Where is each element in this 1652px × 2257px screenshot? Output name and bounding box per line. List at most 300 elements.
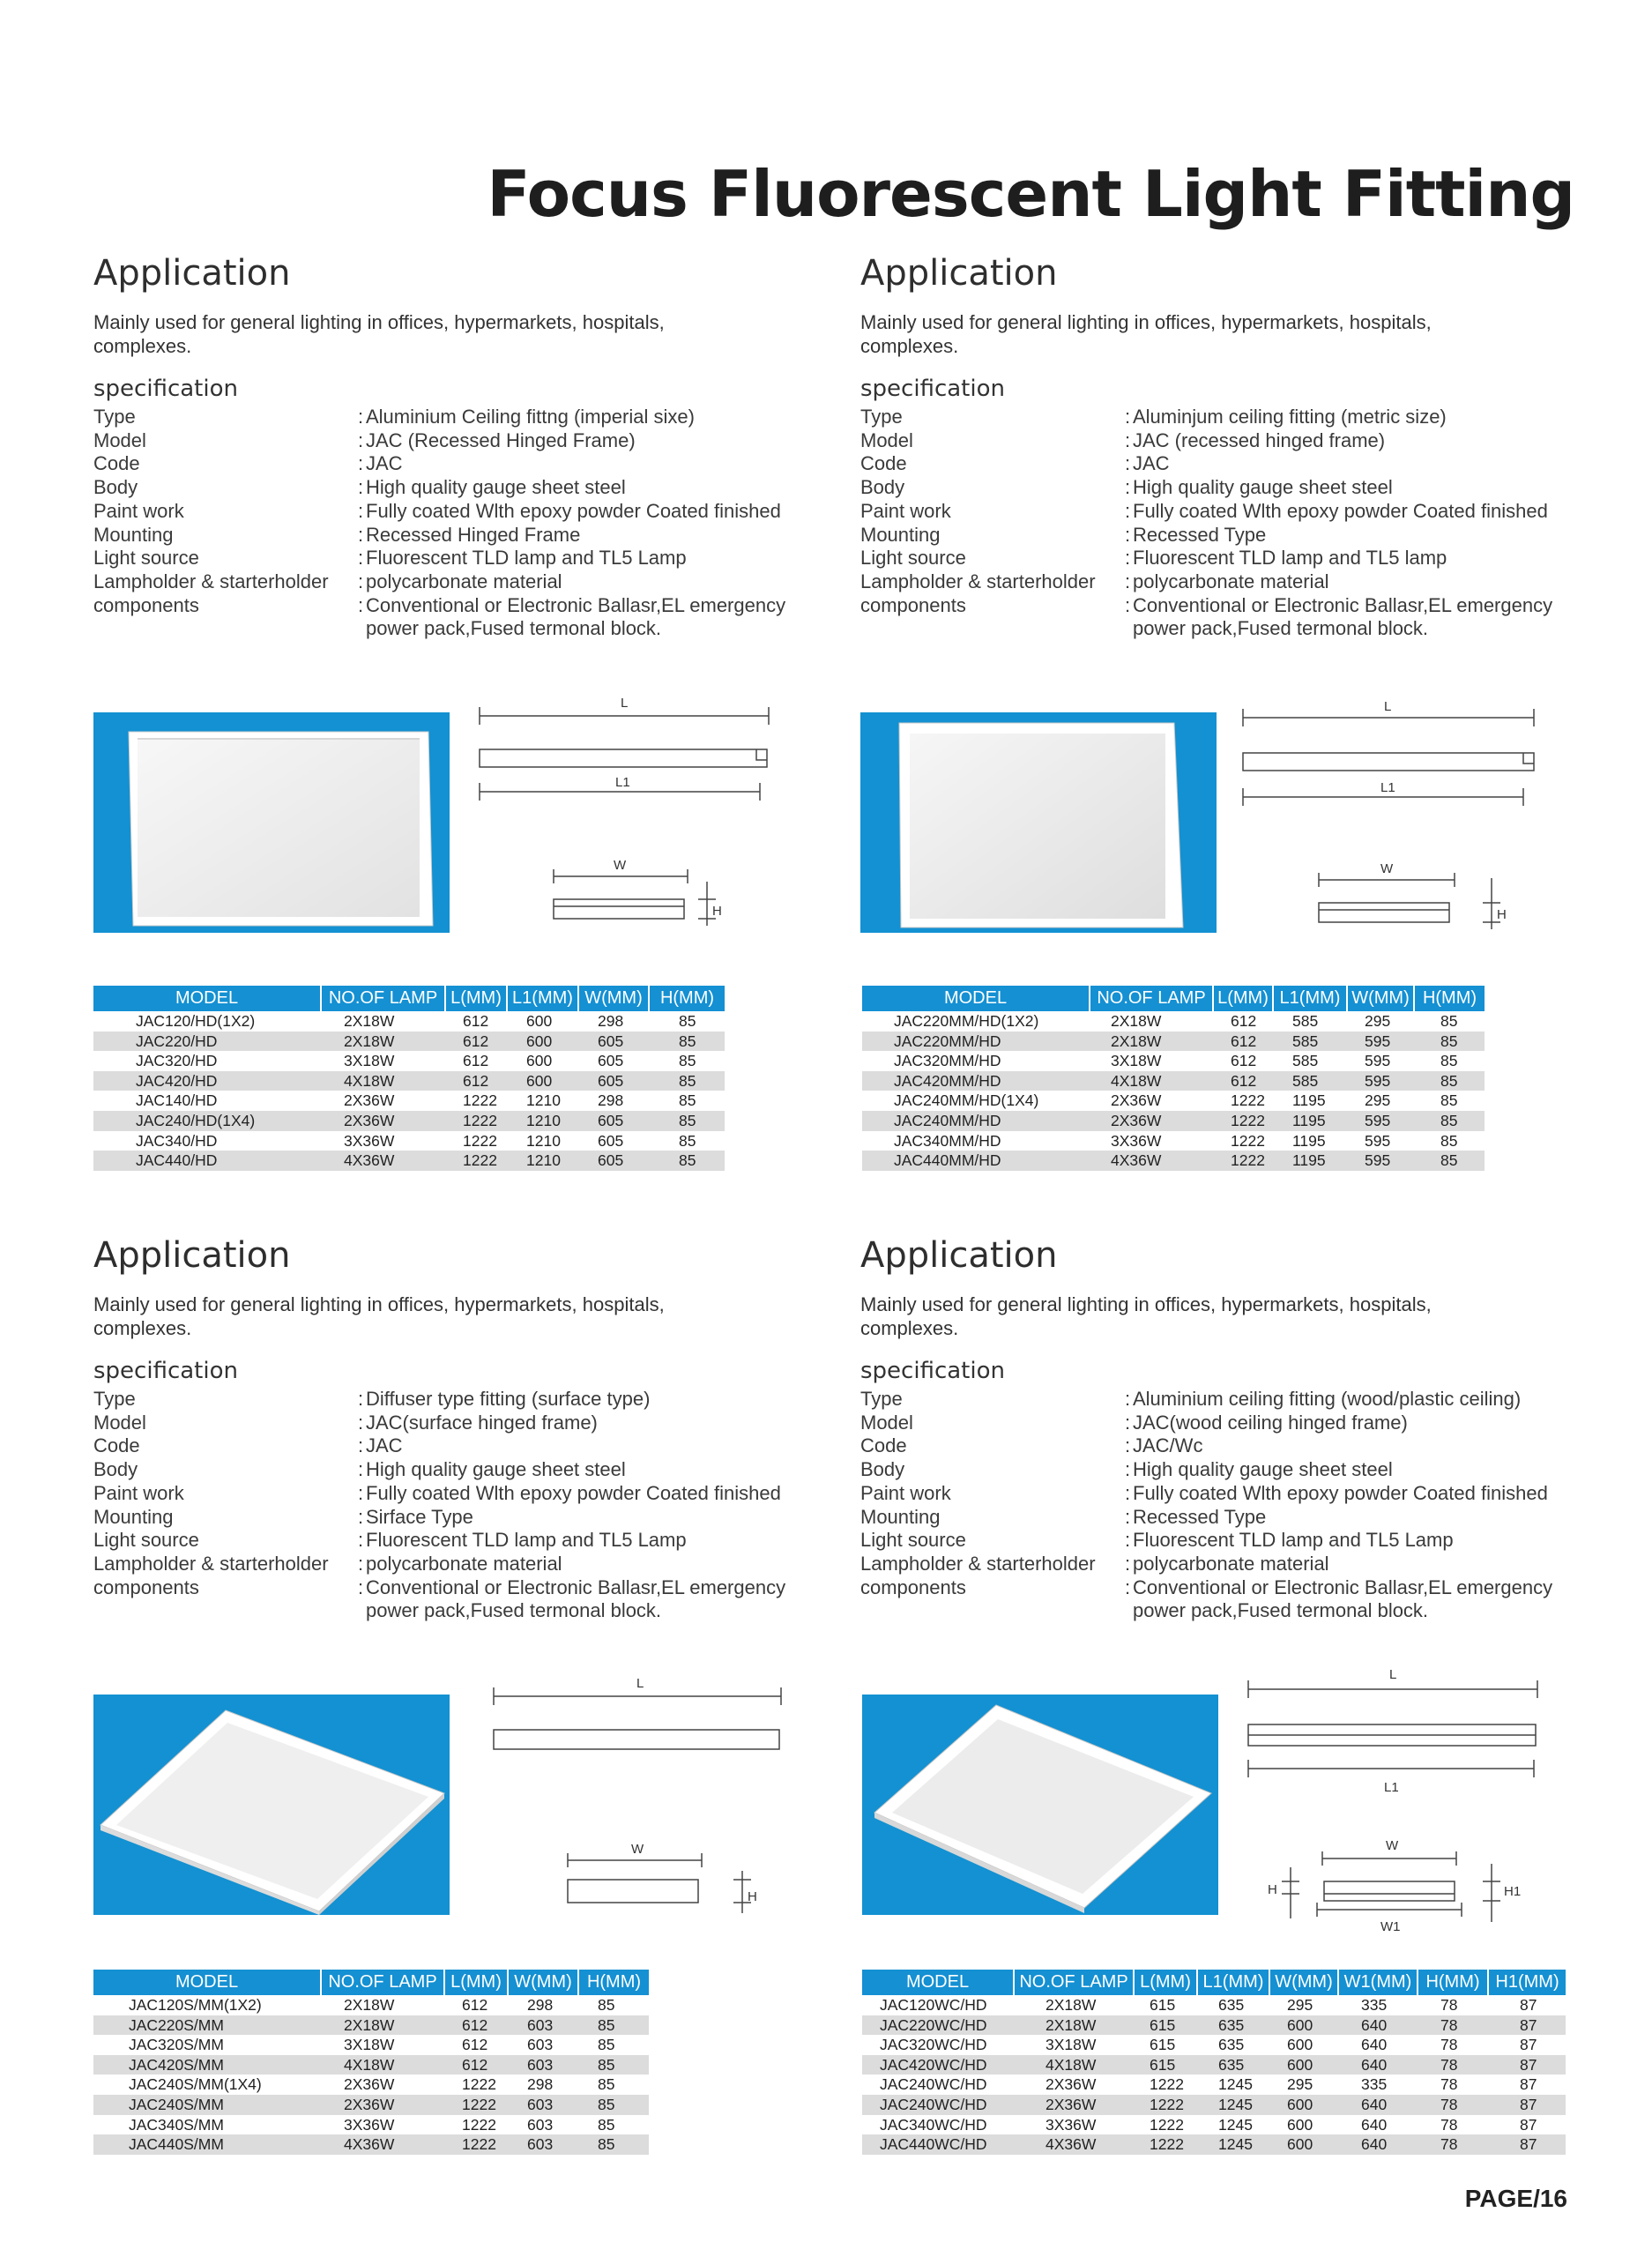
spec-value: polycarbonate material [1133,1552,1329,1575]
spec-label: components [93,593,199,616]
cell-w: 298 [598,1091,624,1110]
application-description: Mainly used for general lighting in offices, hypermarkets, hospitals, complexes. [93,1293,665,1339]
spec-value: JAC (Recessed Hinged Frame) [366,428,636,451]
cell-lamp: 2X18W [1014,2015,1134,2036]
spec-row: Lampholder & starterholder : polycarbonate material [860,1553,1601,1576]
table-row [862,1051,1485,1071]
col-header: L1(MM) [1197,1970,1269,1995]
cell-w: 605 [578,1071,649,1091]
table-header-row [93,986,725,1011]
cell-l1: 1245 [1218,2115,1253,2134]
spec-row: Model : JAC(surface hinged frame) [93,1412,834,1435]
col-header: H(MM) [649,986,725,1011]
application-heading: Application [860,253,1058,294]
spec-label: Body [93,1458,138,1481]
spec-label: components [860,593,966,616]
cell-lamp: 2X18W [344,1012,395,1030]
table-row [93,1995,649,2015]
cell-lamp: 2X18W [1111,1012,1162,1030]
spec-value: Fluorescent TLD lamp and TL5 Lamp [1133,1529,1454,1552]
cell-l1: 585 [1292,1012,1319,1030]
page-number: PAGE/16 [1464,2185,1567,2212]
cell-h: 85 [578,2015,649,2036]
col-header: MODEL [862,986,1090,1011]
col-header: H(MM) [1414,986,1485,1011]
cell-w: 605 [578,1111,649,1131]
cell-model: JAC340MM/HD [894,1131,1001,1150]
table-row [862,1011,1485,1032]
spec-value: JAC [366,1434,403,1457]
cell-h: 78 [1418,2134,1488,2155]
table-row [862,1091,1485,1111]
cell-model: JAC120S/MM(1X2) [129,1996,262,2014]
cell-model: JAC240/HD(1X4) [93,1111,321,1131]
cell-lamp: 2X36W [1046,2075,1097,2094]
spec-value: High quality gauge sheet steel [1133,1458,1393,1481]
cell-h: 78 [1418,2015,1488,2036]
cell-l: 612 [462,2036,488,2054]
spec-value: Fluorescent TLD lamp and TL5 Lamp [366,1529,687,1552]
cell-l: 1222 [1134,2134,1197,2155]
dim-label-L: L [1389,1667,1397,1682]
cell-w: 298 [527,2075,554,2094]
cell-l1: 1210 [507,1151,578,1171]
table-row [93,1111,725,1131]
spec-value: High quality gauge sheet steel [1133,476,1393,499]
cell-model: JAC440/HD [93,1151,321,1171]
spec-value: polycarbonate material [366,1552,562,1575]
cell-model: JAC220S/MM [93,2015,321,2036]
specification-heading: specification [93,1358,238,1384]
spec-row: Model : JAC (recessed hinged frame) [860,429,1601,453]
cell-lamp: 4X36W [1014,2134,1134,2155]
dim-label-L1: L1 [1384,1780,1399,1795]
product-photo-recessed-metric [860,712,1217,933]
cell-w: 295 [1287,1996,1313,2014]
spec-label: Lampholder & starterholder [93,1552,329,1575]
cell-h: 85 [1414,1032,1485,1052]
dim-label-L1: L1 [615,775,630,790]
dim-label-W: W [1380,861,1394,876]
cell-w1: 640 [1338,2134,1418,2155]
cell-model: JAC440MM/HD [862,1151,1090,1171]
product-photo-surface-diffuser [93,1695,450,1915]
cell-model: JAC220MM/HD(1X2) [894,1012,1039,1030]
table-row [862,2035,1566,2055]
cell-l: 612 [444,2015,508,2036]
cell-h: 85 [679,1052,696,1070]
spec-label: Lampholder & starterholder [860,1552,1096,1575]
spec-value: Conventional or Electronic Ballasr,EL emergency power pack,Fused termonal block. [1133,1575,1553,1622]
cell-w: 603 [508,2134,578,2155]
col-header: L(MM) [444,1970,508,1995]
table-header-row [93,1970,649,1995]
cell-w: 600 [1287,2115,1313,2134]
cell-w: 595 [1347,1151,1414,1171]
cell-lamp: 2X18W [321,1032,445,1052]
col-header: W(MM) [508,1970,578,1995]
table-header-row [862,986,1485,1011]
spec-label: Mounting [860,1505,941,1528]
cell-l1: 635 [1218,2036,1245,2054]
spec-label: components [860,1575,966,1598]
col-header: MODEL [93,986,321,1011]
cell-lamp: 2X36W [1014,2095,1134,2115]
application-description: Mainly used for general lighting in offices, hypermarkets, hospitals, complexes. [860,311,1432,357]
spec-value: Fluorescent TLD lamp and TL5 lamp [1133,547,1447,570]
cell-h: 78 [1418,2095,1488,2115]
col-header: L(MM) [445,986,507,1011]
cell-w: 600 [1269,2134,1338,2155]
application-heading: Application [93,1235,291,1276]
cell-l1: 1195 [1292,1131,1326,1150]
spec-row: Lampholder & starterholder : polycarbonate material [93,570,834,594]
cell-lamp: 2X18W [1046,1996,1097,2014]
cell-l: 612 [445,1071,507,1091]
cell-l: 1222 [1213,1111,1273,1131]
cell-lamp: 2X18W [344,1996,395,2014]
application-description: Mainly used for general lighting in offices, hypermarkets, hospitals, complexes. [860,1293,1432,1339]
col-header: NO.OF LAMP [321,986,445,1011]
dim-label-W1: W1 [1380,1919,1401,1934]
table-row [862,1071,1485,1091]
cell-l1: 585 [1273,1071,1347,1091]
table-row [93,1011,725,1032]
cell-l: 615 [1150,1996,1176,2014]
spec-value: Aluminium ceiling fitting (wood/plastic ceiling) [1133,1388,1522,1410]
table-row [862,1151,1485,1171]
cell-model: JAC240MM/HD(1X4) [894,1091,1039,1110]
spec-value: JAC [366,452,403,475]
col-header: MODEL [93,1970,321,1995]
cell-w1: 640 [1361,2115,1388,2134]
cell-l: 1222 [1231,1131,1265,1150]
cell-w: 298 [598,1012,624,1030]
spec-row: Mounting : Recessed Type [860,1506,1601,1530]
cell-l1: 600 [507,1032,578,1052]
spec-row: Light source : Fluorescent TLD lamp and TL5 Lamp [93,1529,834,1553]
cell-h: 85 [1440,1091,1458,1110]
cell-w: 603 [508,2015,578,2036]
dimension-table-3 [93,1970,649,2155]
cell-w: 595 [1347,1071,1414,1091]
spec-label: Model [93,428,146,451]
spec-row: Paint work : Fully coated Wlth epoxy powder Coated finished [860,500,1601,524]
cell-w1: 335 [1361,1996,1388,2014]
cell-l1: 1195 [1292,1091,1326,1110]
cell-l1: 585 [1292,1052,1319,1070]
cell-lamp: 3X36W [344,2115,395,2134]
spec-value: Recessed Hinged Frame [366,523,581,546]
cell-w: 603 [508,2055,578,2075]
col-header: W(MM) [1269,1970,1338,1995]
spec-label: Light source [93,547,199,570]
cell-l1: 635 [1197,2015,1269,2036]
table-row [862,2095,1566,2115]
dimension-table-1 [93,986,725,1171]
cell-lamp: 4X36W [1090,1151,1213,1171]
cell-lamp: 3X36W [1046,2115,1097,2134]
cell-lamp: 2X36W [321,1111,445,1131]
cell-w: 298 [527,1996,554,2014]
cell-model: JAC320/HD [136,1052,218,1070]
spec-row: Paint work : Fully coated Wlth epoxy powder Coated finished [93,1482,834,1506]
spec-value: JAC(wood ceiling hinged frame) [1133,1411,1408,1434]
cell-w: 595 [1347,1032,1414,1052]
cell-h: 85 [578,2055,649,2075]
cell-l1: 1210 [507,1111,578,1131]
spec-label: Type [93,406,136,428]
spec-row: Mounting : Recessed Hinged Frame [93,524,834,547]
spec-value: Fully coated Wlth epoxy powder Coated finished [366,1481,781,1504]
dim-label-H: H [1497,907,1507,922]
cell-lamp: 4X18W [1090,1071,1213,1091]
spec-label: Mounting [93,523,174,546]
cell-h: 78 [1440,2115,1458,2134]
cell-lamp: 2X18W [1090,1032,1213,1052]
dimension-drawing-2 [1239,698,1539,945]
cell-model: JAC440WC/HD [862,2134,1014,2155]
cell-w: 605 [598,1052,624,1070]
col-header: L1(MM) [1273,986,1347,1011]
spec-row: Mounting : Sirface Type [93,1506,834,1530]
spec-row: Code : JAC [93,1434,834,1458]
spec-label: Body [860,1458,905,1481]
spec-label: Body [93,476,138,499]
spec-row: Body : High quality gauge sheet steel [93,476,834,500]
cell-l1: 1245 [1218,2075,1253,2094]
cell-model: JAC220/HD [93,1032,321,1052]
table-row [862,2015,1566,2036]
cell-w1: 640 [1361,2036,1388,2054]
spec-value: Fully coated Wlth epoxy powder Coated finished [1133,1481,1548,1504]
cell-l: 1222 [445,1111,507,1131]
cell-h1: 87 [1520,1996,1537,2014]
table-row [93,1151,725,1171]
spec-value: Aluminium Ceiling fittng (imperial sixe) [366,406,695,428]
cell-lamp: 3X18W [1111,1052,1162,1070]
cell-lamp: 4X18W [321,1071,445,1091]
spec-label: Paint work [93,499,184,522]
cell-h: 85 [679,1131,696,1150]
table-row [93,1091,725,1111]
col-header: MODEL [862,1970,1014,1995]
cell-lamp: 3X18W [1046,2036,1097,2054]
spec-label: Light source [860,1529,966,1552]
cell-l: 1222 [1150,2115,1184,2134]
spec-row: Body : High quality gauge sheet steel [93,1458,834,1482]
cell-w1: 640 [1338,2015,1418,2036]
col-header: NO.OF LAMP [1014,1970,1134,1995]
table-row [862,1995,1566,2015]
col-header: W1(MM) [1338,1970,1418,1995]
cell-l1: 635 [1218,1996,1245,2014]
dim-label-L: L [621,696,629,711]
cell-l: 1222 [1213,1151,1273,1171]
product-section-3 [93,1235,834,1623]
table-row [93,1032,725,1052]
cell-h1: 87 [1520,2075,1537,2094]
spec-list [860,406,1601,641]
cell-l1: 600 [526,1012,553,1030]
cell-h1: 87 [1520,2115,1537,2134]
product-photo-recessed-frame [93,712,450,933]
cell-lamp: 2X36W [1111,1091,1162,1110]
cell-h: 78 [1440,2036,1458,2054]
cell-l: 1222 [463,1091,497,1110]
table-row [93,1131,725,1151]
cell-l: 1222 [462,2075,496,2094]
cell-h: 85 [1414,1111,1485,1131]
cell-h: 85 [598,2036,615,2054]
spec-value: Fluorescent TLD lamp and TL5 Lamp [366,547,687,570]
product-section-1 [93,253,834,641]
spec-value: JAC (recessed hinged frame) [1133,428,1386,451]
spec-value: polycarbonate material [1133,570,1329,592]
cell-w: 603 [508,2095,578,2115]
spec-row: Type : Diffuser type fitting (surface type) [93,1388,834,1412]
dim-label-L1: L1 [1380,780,1395,795]
spec-row: Light source : Fluorescent TLD lamp and TL5 lamp [860,547,1601,570]
table-row [93,2134,649,2155]
spec-row: Lampholder & starterholder : polycarbonate material [93,1553,834,1576]
cell-l: 1222 [463,1131,497,1150]
col-header: W(MM) [578,986,649,1011]
spec-value: Conventional or Electronic Ballasr,EL emergency power pack,Fused termonal block. [1133,593,1553,640]
cell-model: JAC240WC/HD [862,2095,1014,2115]
cell-lamp: 3X36W [344,1131,395,1150]
cell-model: JAC240S/MM [93,2095,321,2115]
cell-h: 85 [1440,1131,1458,1150]
cell-lamp: 4X36W [321,1151,445,1171]
spec-label: Code [93,452,140,475]
application-description: Mainly used for general lighting in offices, hypermarkets, hospitals, complexes. [93,311,665,357]
specification-heading: specification [860,376,1005,402]
cell-w: 605 [578,1151,649,1171]
dimension-drawing-3 [490,1675,790,1922]
dim-label-W: W [614,858,627,873]
spec-label: Body [860,476,905,499]
spec-value: Fully coated Wlth epoxy powder Coated finished [366,499,781,522]
cell-h: 85 [679,1091,696,1110]
col-header: NO.OF LAMP [1090,986,1213,1011]
cell-l1: 600 [526,1052,553,1070]
spec-value: Recessed Type [1133,523,1267,546]
cell-h: 85 [578,2095,649,2115]
cell-h: 78 [1418,2055,1488,2075]
cell-h: 85 [1414,1151,1485,1171]
cell-model: JAC220MM/HD [862,1032,1090,1052]
cell-l: 612 [1213,1071,1273,1091]
cell-h: 85 [649,1111,725,1131]
cell-h: 85 [649,1151,725,1171]
table-row [862,1111,1485,1131]
cell-w: 295 [1365,1091,1391,1110]
dimension-table-4 [862,1970,1566,2155]
cell-model: JAC220WC/HD [862,2015,1014,2036]
cell-h: 78 [1440,2075,1458,2094]
cell-l: 615 [1134,2055,1197,2075]
spec-row: Type : Aluminium Ceiling fittng (imperial sixe) [93,406,834,429]
cell-w: 295 [1287,2075,1313,2094]
cell-model: JAC320MM/HD [894,1052,1001,1070]
cell-l: 612 [444,2055,508,2075]
cell-model: JAC420/HD [93,1071,321,1091]
cell-w: 295 [1365,1012,1391,1030]
cell-l: 1222 [445,1151,507,1171]
cell-l1: 1195 [1273,1111,1347,1131]
cell-l: 612 [462,1996,488,2014]
cell-h: 85 [578,2134,649,2155]
cell-h: 85 [598,1996,615,2014]
cell-l: 1222 [1150,2075,1184,2094]
cell-l1: 1245 [1197,2134,1269,2155]
dim-label-L: L [1384,699,1392,714]
spec-value: JAC(surface hinged frame) [366,1411,598,1434]
dimension-drawing-1 [476,695,776,942]
table-row [93,2055,649,2075]
table-row [93,2075,649,2095]
spec-row: Light source : Fluorescent TLD lamp and TL5 Lamp [860,1529,1601,1553]
cell-h1: 87 [1488,2134,1566,2155]
cell-h: 85 [649,1032,725,1052]
cell-l: 615 [1150,2036,1176,2054]
cell-w: 605 [578,1032,649,1052]
cell-l: 1222 [1231,1091,1265,1110]
cell-lamp: 3X18W [344,1052,395,1070]
spec-label: Code [860,452,907,475]
dimension-table-2 [862,986,1485,1171]
col-header: H1(MM) [1488,1970,1566,1995]
spec-value: High quality gauge sheet steel [366,476,626,499]
spec-value: Recessed Type [1133,1505,1267,1528]
spec-list [860,1388,1601,1623]
specification-heading: specification [93,376,238,402]
product-section-4 [860,1235,1601,1623]
dim-label-H: H [1268,1882,1277,1897]
cell-lamp: 2X18W [321,2015,444,2036]
spec-label: Mounting [860,523,941,546]
col-header: L(MM) [1134,1970,1197,1995]
spec-row: Light source : Fluorescent TLD lamp and TL5 Lamp [93,547,834,570]
cell-lamp: 4X18W [321,2055,444,2075]
col-header: L1(MM) [507,986,578,1011]
cell-model: JAC340S/MM [129,2115,224,2134]
cell-h: 78 [1440,1996,1458,2014]
spec-list [93,406,834,641]
cell-h1: 87 [1488,2015,1566,2036]
col-header: H(MM) [578,1970,649,1995]
spec-row: Model : JAC(wood ceiling hinged frame) [860,1412,1601,1435]
cell-model: JAC420S/MM [93,2055,321,2075]
cell-l1: 1210 [526,1091,561,1110]
cell-l1: 1195 [1273,1151,1347,1171]
col-header: W(MM) [1347,986,1414,1011]
spec-label: Model [860,428,913,451]
cell-h: 85 [598,2075,615,2094]
cell-model: JAC320WC/HD [880,2036,987,2054]
cell-l: 612 [463,1052,489,1070]
cell-lamp: 4X36W [321,2134,444,2155]
cell-l: 1222 [444,2095,508,2115]
cell-h1: 87 [1488,2055,1566,2075]
cell-w: 595 [1365,1052,1391,1070]
spec-row: Type : Aluminium ceiling fitting (wood/plastic ceiling) [860,1388,1601,1412]
col-header: H(MM) [1418,1970,1488,1995]
cell-h: 85 [679,1012,696,1030]
spec-value: JAC [1133,452,1170,475]
spec-row: Paint work : Fully coated Wlth epoxy powder Coated finished [93,500,834,524]
